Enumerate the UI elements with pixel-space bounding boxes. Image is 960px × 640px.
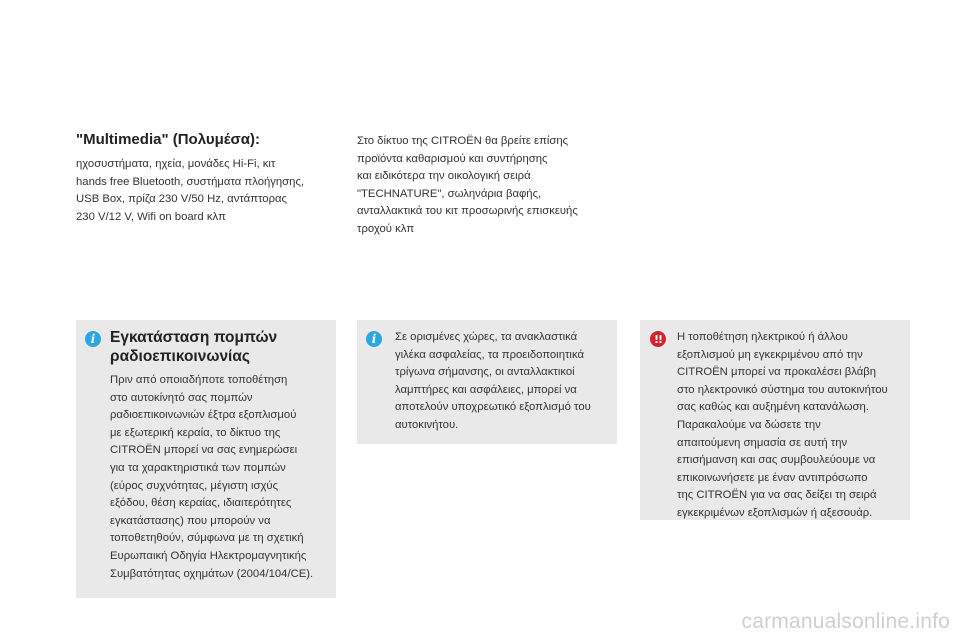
- panel-text: [395, 329, 591, 435]
- text-line: (εύρος συχνότητας, μέγιστη ισχύς: [110, 479, 279, 492]
- text-line: με εξωτερική κεραία, το δίκτυο της: [110, 426, 281, 439]
- text-line: Παρακαλούμε να δώσετε την: [677, 418, 821, 431]
- text-line: Συμβατότητας οχημάτων (2004/104/CE).: [110, 567, 314, 580]
- text-line: για τα χαρακτηριστικά των πομπών: [110, 461, 286, 474]
- text-line: Πριν από οποιαδήποτε τοποθέτηση: [110, 374, 288, 386]
- text-line: εξόδου, θέση κεραίας, ιδιαιτερότητες: [110, 497, 292, 510]
- panel-title: [110, 328, 277, 366]
- text-line: Σε ορισμένες χώρες, τα ανακλαστικά: [395, 331, 578, 343]
- electrical-warning-panel: [640, 320, 910, 520]
- text-line: αυτοκινήτου.: [395, 418, 459, 431]
- safety-equipment-panel: [357, 320, 617, 444]
- text-line: στο αυτοκίνητό σας πομπών: [110, 391, 253, 404]
- text-line: Η τοποθέτηση ηλεκτρικού ή άλλου: [677, 331, 848, 343]
- radio-transmitter-panel: [76, 320, 336, 598]
- title-line: Εγκατάσταση πομπών: [110, 329, 278, 346]
- text-line: εγκεκριμένων εξοπλισμών ή αξεσουάρ.: [677, 506, 873, 519]
- panel-text: [677, 329, 888, 523]
- text-line: σας καθώς και αυξημένη κατανάλωση.: [677, 401, 869, 414]
- text-line: προϊόντα καθαρισμού και συντήρησης: [357, 152, 548, 165]
- text-line: τρίγωνα σήμανσης, οι ανταλλακτικοί: [395, 366, 575, 379]
- text-line: στο ηλεκτρονικό σύστημα του αυτοκινήτου: [677, 383, 888, 396]
- text-line: 230 V/12 V, Wifi on board κλπ: [76, 210, 226, 223]
- text-line: τοποθετηθούν, σύμφωνα με τη σχετική: [110, 532, 304, 545]
- text-line: hands free Bluetooth, συστήματα πλοήγησης,: [76, 175, 305, 188]
- multimedia-heading: "Multimedia" (Πολυμέσα):: [76, 131, 260, 148]
- text-line: ραδιοεπικοινωνιών έξτρα εξοπλισμού: [110, 409, 297, 422]
- watermark: carmanualsonline.info: [741, 610, 950, 633]
- title-line: ραδιοεπικοινωνίας: [110, 348, 250, 365]
- text-line: γιλέκα ασφαλείας, τα προειδοποιητικά: [395, 348, 584, 361]
- text-line: ανταλλακτικά του κιτ προσωρινής επισκευής: [357, 205, 578, 218]
- text-line: CITROËN μπορεί να σας ενημερώσει: [110, 444, 298, 457]
- text-line: επικοινωνήσετε με έναν αντιπρόσωπο: [677, 471, 868, 484]
- text-line: ηχοσυστήματα, ηχεία, μονάδες Hi-Fi, κιτ: [76, 158, 276, 170]
- text-line: Στο δίκτυο της CITROËN θα βρείτε επίσης: [357, 135, 569, 147]
- text-line: επισήμανση και σας συμβουλεύουμε να: [677, 454, 876, 467]
- text-line: της CITROËN για να σας δείξει τη σειρά: [677, 489, 877, 502]
- multimedia-text: [76, 156, 326, 226]
- text-line: Ευρωπαική Οδηγία Ηλεκτρομαγνητικής: [110, 549, 307, 562]
- info-icon: i: [366, 331, 382, 347]
- text-line: αποτελούν υποχρεωτικό εξοπλισμό του: [395, 401, 591, 414]
- text-line: απαιτούμενη σημασία σε αυτή την: [677, 436, 848, 449]
- text-line: τροχού κλπ: [357, 222, 415, 235]
- panel-text: [110, 372, 313, 583]
- text-line: "TECHNATURE", σωληνάρια βαφής,: [357, 187, 542, 200]
- network-text: [357, 133, 617, 239]
- text-line: CITROËN μπορεί να προκαλέσει βλάβη: [677, 366, 877, 379]
- warning-icon: !!: [650, 331, 666, 347]
- text-line: USB Box, πρίζα 230 V/50 Hz, αντάπτορας: [76, 193, 287, 206]
- text-line: εξοπλισμού μη εγκεκριμένου από την: [677, 348, 863, 361]
- text-line: λαμπτήρες και ασφάλειες, μπορεί να: [395, 383, 577, 396]
- text-line: και ειδικότερα την οικολογική σειρά: [357, 170, 531, 183]
- info-icon: i: [85, 331, 101, 347]
- text-line: εγκατάστασης) που μπορούν να: [110, 514, 271, 527]
